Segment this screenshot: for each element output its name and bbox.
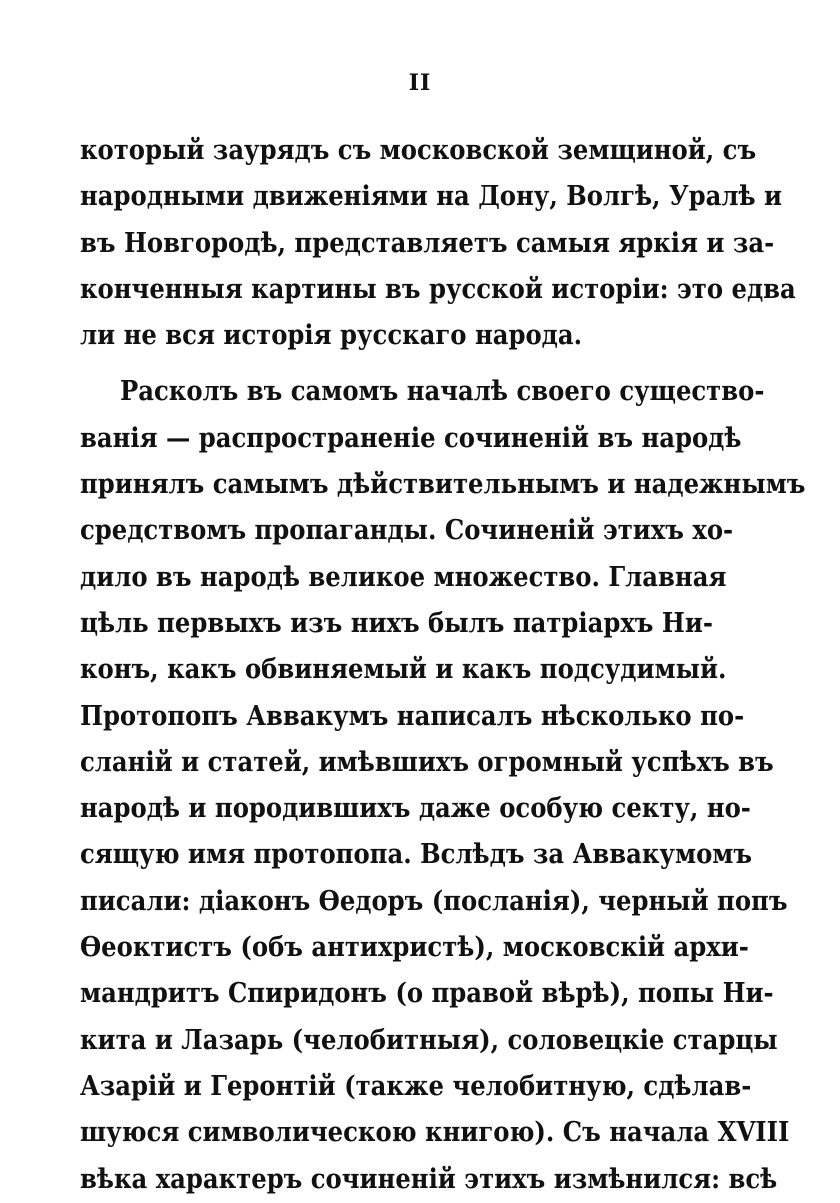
text-line: Азарій и Геронтій (также челобитную, сдѣлав-	[80, 1070, 752, 1102]
text-line: мандритъ Спиридонъ (о правой вѣрѣ), попы Ни-	[80, 978, 774, 1010]
paragraph-gap	[80, 359, 712, 369]
body-text	[80, 128, 806, 1203]
text-line: сящую имя протопопа. Вслѣдъ за Аввакумомъ	[80, 839, 753, 871]
text-line: принялъ самымъ дѣйствительнымъ и надежнымъ	[80, 469, 806, 501]
text-line: шуюся символическою книгою). Съ начала XVIII	[80, 1117, 790, 1149]
text-line: конченныя картины въ русской исторіи: это едва	[80, 273, 796, 305]
text-line: дило въ народѣ великое множество. Главная	[80, 561, 727, 593]
text-line: ли не вся исторія русскаго народа.	[80, 320, 583, 352]
text-line: въ Новгородѣ, представляетъ самыя яркія и за-	[80, 227, 775, 259]
text-line: писали: діаконъ Ѳедоръ (посланія), черный попъ	[80, 885, 788, 917]
text-line: Расколъ въ самомъ началѣ своего существо-	[120, 376, 765, 408]
text-line: который заурядъ съ московской земщиной, съ	[80, 135, 757, 166]
text-line: сланій и статей, имѣвшихъ огромный успѣхъ въ	[80, 746, 774, 778]
text-line: ванія — распространеніе сочиненій въ народѣ	[80, 422, 742, 454]
text-line: цѣль первыхъ изъ нихъ былъ патріархъ Ни-	[80, 607, 713, 639]
text-line: кита и Лазарь (челобитныя), соловецкіе старцы	[80, 1024, 778, 1056]
page-number: II	[408, 70, 432, 96]
text-line: народѣ и породившихъ даже особую секту, но-	[80, 793, 751, 825]
text-line: средствомъ пропаганды. Сочиненій этихъ хо-	[80, 515, 734, 547]
text-line: Протопопъ Аввакумъ написалъ нѣсколько по-	[80, 700, 745, 732]
text-line: конъ, какъ обвиняемый и какъ подсудимый.	[80, 654, 727, 686]
text-line: Ѳеоктистъ (объ антихристѣ), московскій архи-	[80, 932, 749, 964]
text-line: вѣка характеръ сочиненій этихъ измѣнился: всѣ	[80, 1163, 778, 1195]
text-line: народными движеніями на Дону, Волгѣ, Уралѣ и	[80, 181, 783, 213]
